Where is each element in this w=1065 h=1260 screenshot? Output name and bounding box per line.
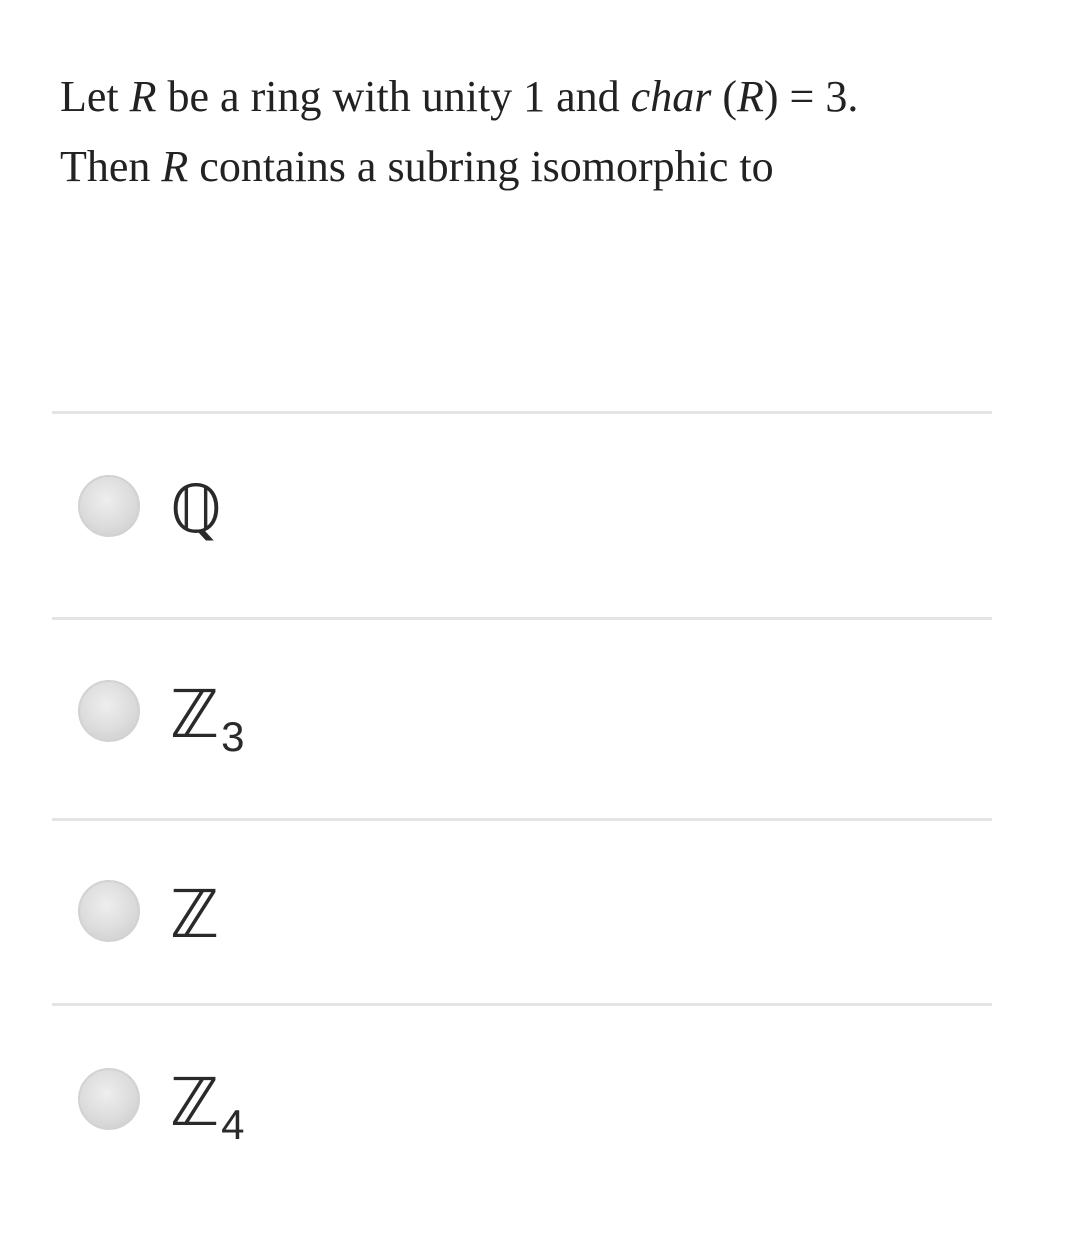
option-label[interactable] bbox=[170, 660, 245, 770]
question-text-segment: Let bbox=[60, 72, 130, 121]
radio-button[interactable] bbox=[78, 1068, 140, 1130]
divider bbox=[52, 617, 992, 620]
answer-option-4[interactable] bbox=[52, 1048, 992, 1158]
radio-button[interactable] bbox=[78, 680, 140, 742]
question-text-segment: be a ring with unity 1 and bbox=[156, 72, 631, 121]
question-line-2 bbox=[60, 132, 1020, 202]
option-subscript: 3 bbox=[221, 713, 245, 760]
option-symbol: ℤ bbox=[170, 876, 220, 953]
divider bbox=[52, 818, 992, 821]
divider bbox=[52, 1003, 992, 1006]
variable-r: R bbox=[736, 72, 764, 121]
question-text-segment: ( bbox=[711, 72, 737, 121]
question-text-segment: ) = 3. bbox=[763, 72, 859, 121]
option-label[interactable] bbox=[170, 455, 224, 565]
option-symbol: ℚ bbox=[170, 471, 222, 548]
radio-button[interactable] bbox=[78, 880, 140, 942]
option-subscript: 4 bbox=[221, 1101, 245, 1148]
question-text-segment: contains a subring isomorphic to bbox=[188, 142, 774, 191]
answer-option-2[interactable] bbox=[52, 660, 992, 770]
question-line-1 bbox=[60, 62, 1020, 132]
question-text-segment: Then bbox=[60, 142, 162, 191]
variable-r: R bbox=[161, 142, 189, 191]
option-label[interactable] bbox=[170, 1048, 245, 1158]
char-function: char bbox=[630, 72, 712, 121]
option-label[interactable] bbox=[170, 860, 221, 970]
answer-option-3[interactable] bbox=[52, 860, 992, 970]
option-symbol: ℤ bbox=[170, 676, 220, 753]
radio-button[interactable] bbox=[78, 475, 140, 537]
option-symbol: ℤ bbox=[170, 1064, 220, 1141]
question-text bbox=[60, 62, 1020, 202]
variable-r: R bbox=[129, 72, 157, 121]
divider bbox=[52, 411, 992, 414]
answer-option-1[interactable] bbox=[52, 455, 992, 565]
